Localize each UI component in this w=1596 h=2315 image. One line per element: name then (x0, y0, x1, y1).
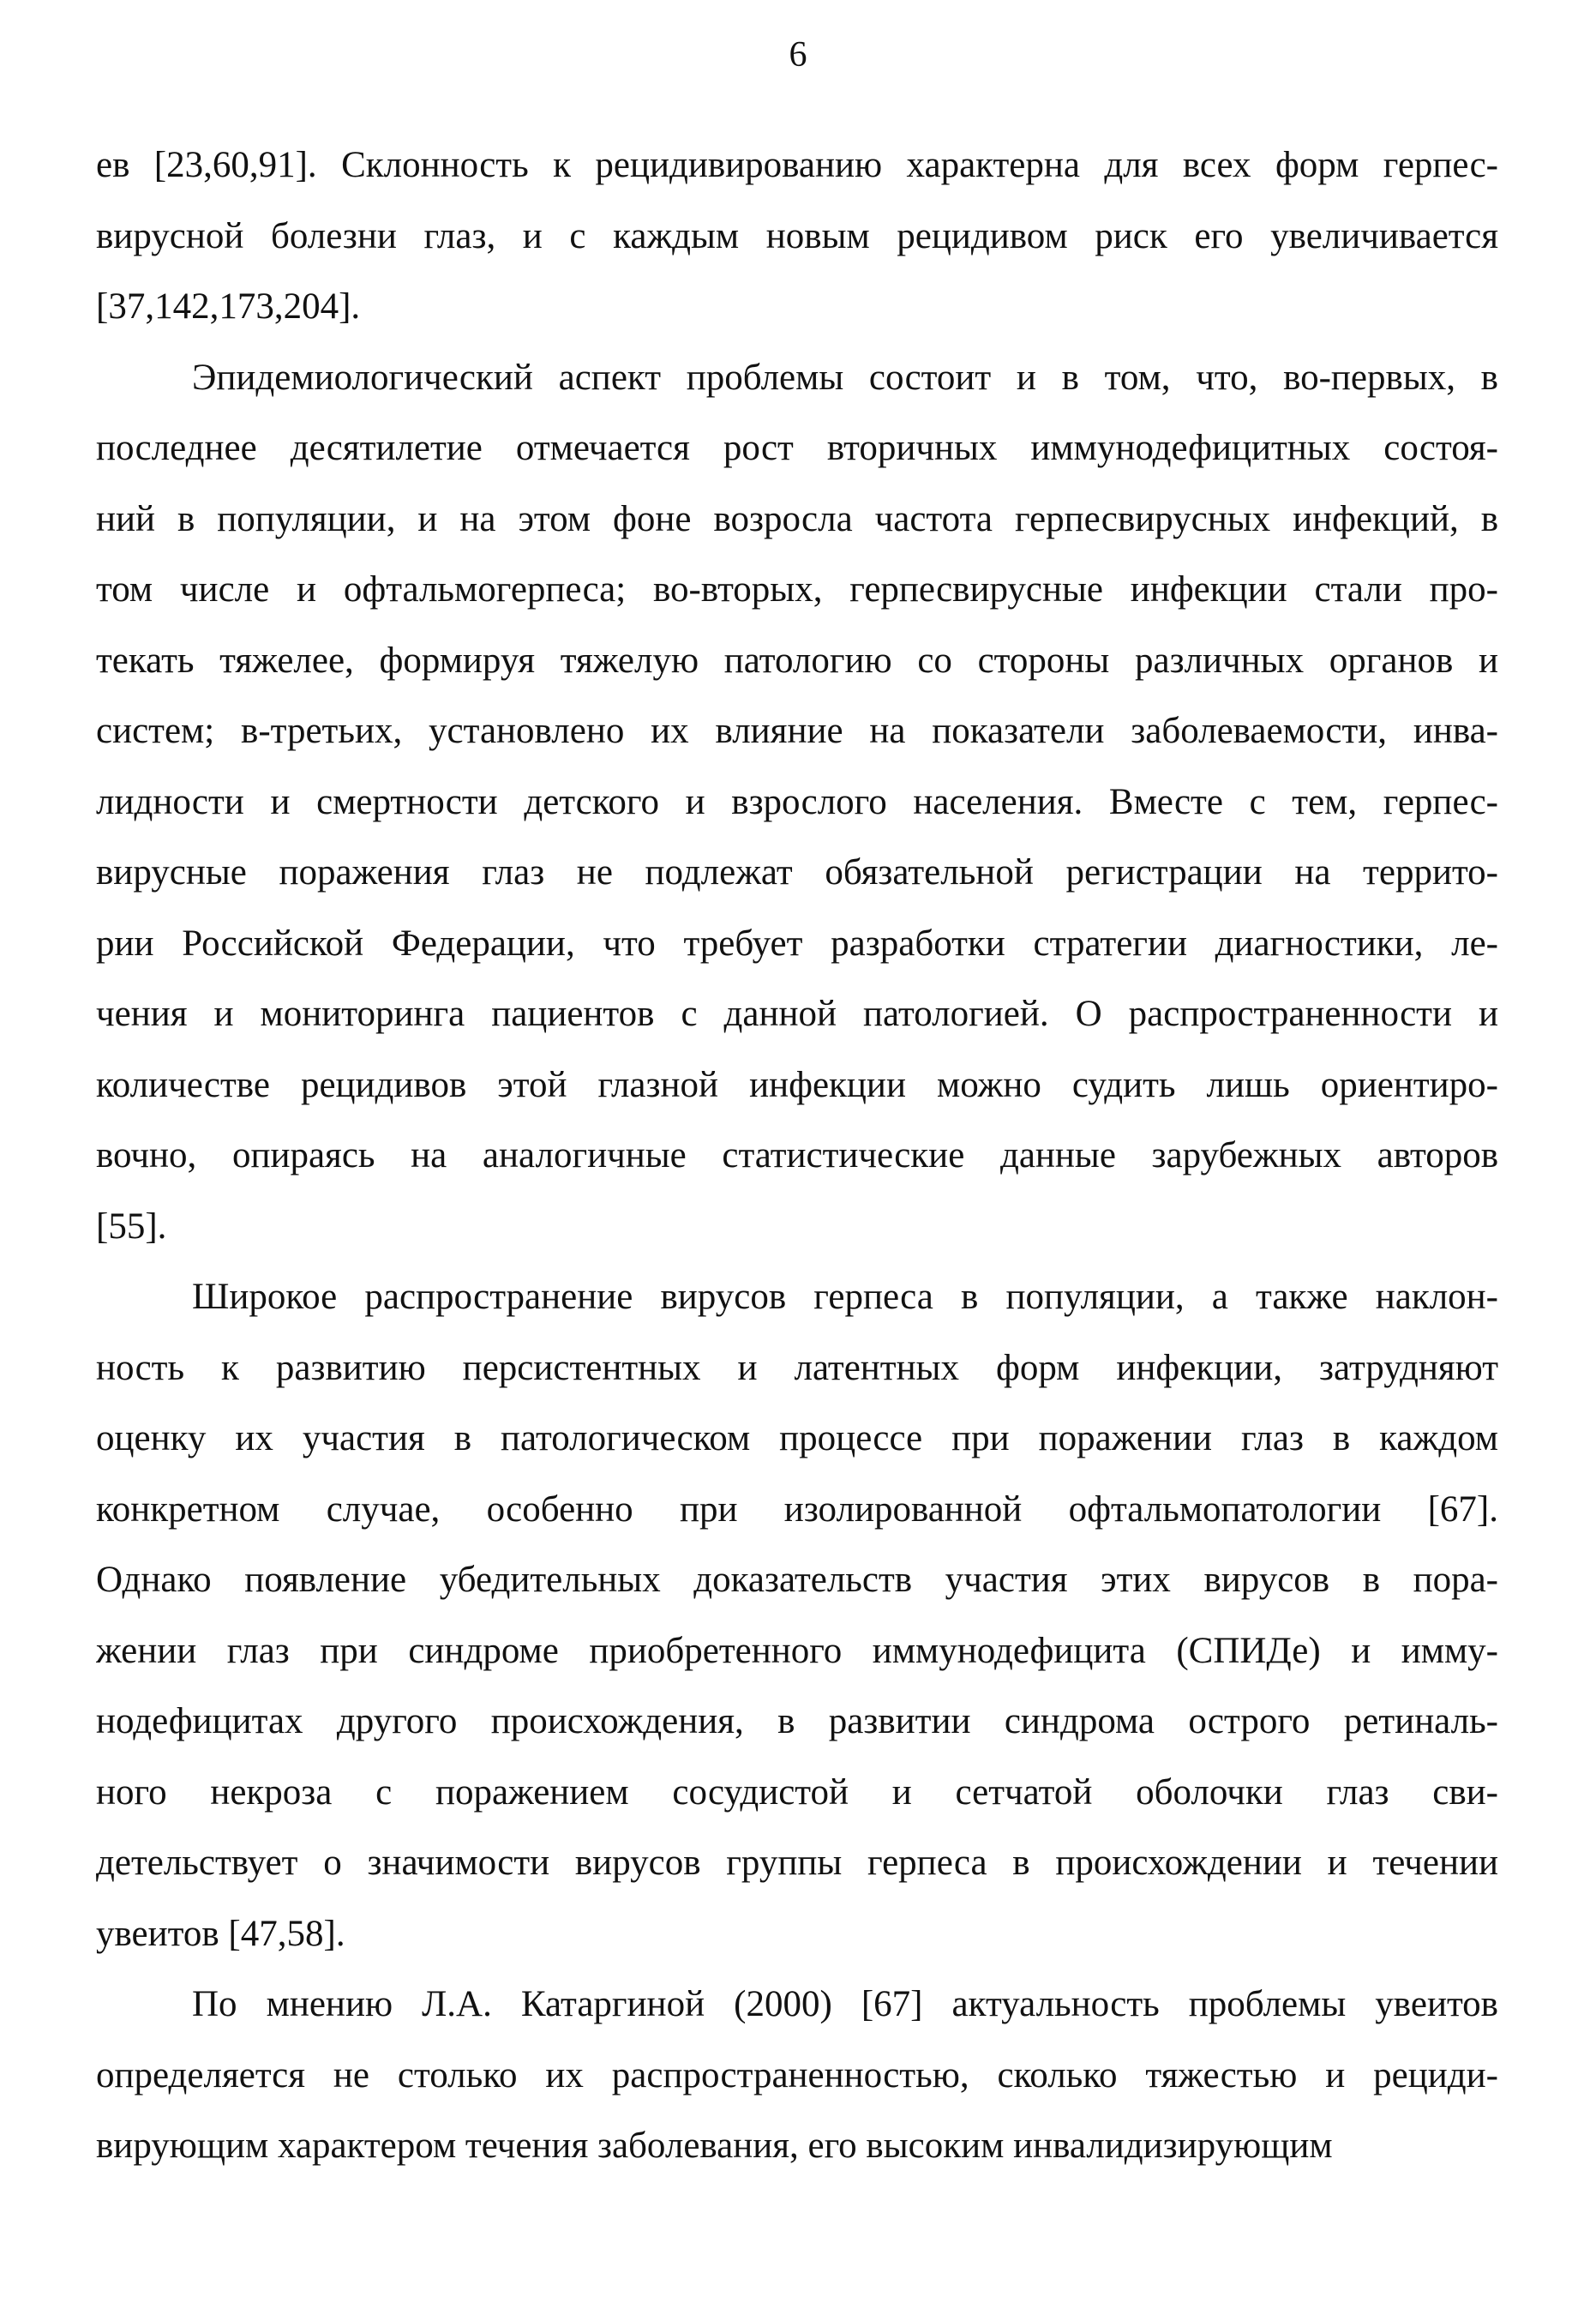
text-line: лидности и смертности детского и взрослого населения. Вместе с тем, герпес- (96, 781, 1498, 822)
paragraph (96, 343, 1498, 1263)
text-line: вирусные поражения глаз не подлежат обязательной регистрации на террито- (96, 852, 1498, 893)
paragraph (96, 130, 1498, 343)
text-line: [55]. (96, 1206, 167, 1247)
text-line: чения и мониторинга пациентов с данной патологией. О распространенности и (96, 994, 1498, 1034)
text-line: нодефицитах другого происхождения, в развитии синдрома острого ретиналь- (96, 1701, 1498, 1741)
text-line: вирующим характером течения заболевания, его высоким инвалидизирующим (96, 2126, 1333, 2166)
text-line: текать тяжелее, формируя тяжелую патологию со стороны различных органов и (96, 640, 1498, 681)
paragraph (96, 1969, 1498, 2182)
text-line: детельствует о значимости вирусов группы герпеса в происхождении и течении (96, 1843, 1498, 1883)
page-number: 6 (789, 35, 807, 75)
text-line: оценку их участия в патологическом процессе при поражении глаз в каждом (96, 1418, 1498, 1458)
text-line: ного некроза с поражением сосудистой и сетчатой оболочки глаз сви- (96, 1771, 1498, 1813)
text-line: ев [23,60,91]. Склонность к рецидивированию характерна для всех форм герпес- (96, 145, 1498, 185)
paragraph (96, 1262, 1498, 1969)
text-line: систем; в-третьих, установлено их влияние на показатели заболеваемости, инва- (96, 711, 1498, 751)
text-line: [37,142,173,204]. (96, 286, 361, 327)
document-body (96, 130, 1498, 2182)
text-line: ний в популяции, и на этом фоне возросла частота герпесвирусных инфекций, в (96, 498, 1498, 539)
text-line: жении глаз при синдроме приобретенного иммунодефицита (СПИДе) и имму- (96, 1630, 1498, 1671)
text-line: Эпидемиологический аспект проблемы состоит и в том, что, во-первых, в (192, 357, 1498, 398)
text-line: увеитов [47,58]. (96, 1913, 345, 1954)
text-line: конкретном случае, особенно при изолированной офтальмопатологии [67]. (96, 1488, 1498, 1530)
text-line: ность к развитию персистентных и латентных форм инфекции, затрудняют (96, 1347, 1498, 1388)
text-line: последнее десятилетие отмечается рост вторичных иммунодефицитных состоя- (96, 428, 1498, 468)
text-line: По мнению Л.А. Катаргиной (2000) [67] актуальность проблемы увеитов (192, 1984, 1498, 2024)
text-line: Широкое распространение вирусов герпеса в популяции, а также наклон- (192, 1277, 1498, 1317)
text-line: том числе и офтальмогерпеса; во-вторых, герпесвирусные инфекции стали про- (96, 569, 1498, 610)
text-line: определяется не столько их распространенностью, сколько тяжестью и рециди- (96, 2054, 1498, 2096)
text-line: количестве рецидивов этой глазной инфекции можно судить лишь ориентиро- (96, 1064, 1498, 1105)
text-line: вочно, опираясь на аналогичные статистические данные зарубежных авторов (96, 1135, 1498, 1176)
text-line: Однако появление убедительных доказательств участия этих вирусов в пора- (96, 1560, 1498, 1600)
text-line: вирусной болезни глаз, и с каждым новым рецидивом риск его увеличивается (96, 215, 1498, 256)
text-line: рии Российской Федерации, что требует разработки стратегии диагностики, ле- (96, 923, 1498, 964)
